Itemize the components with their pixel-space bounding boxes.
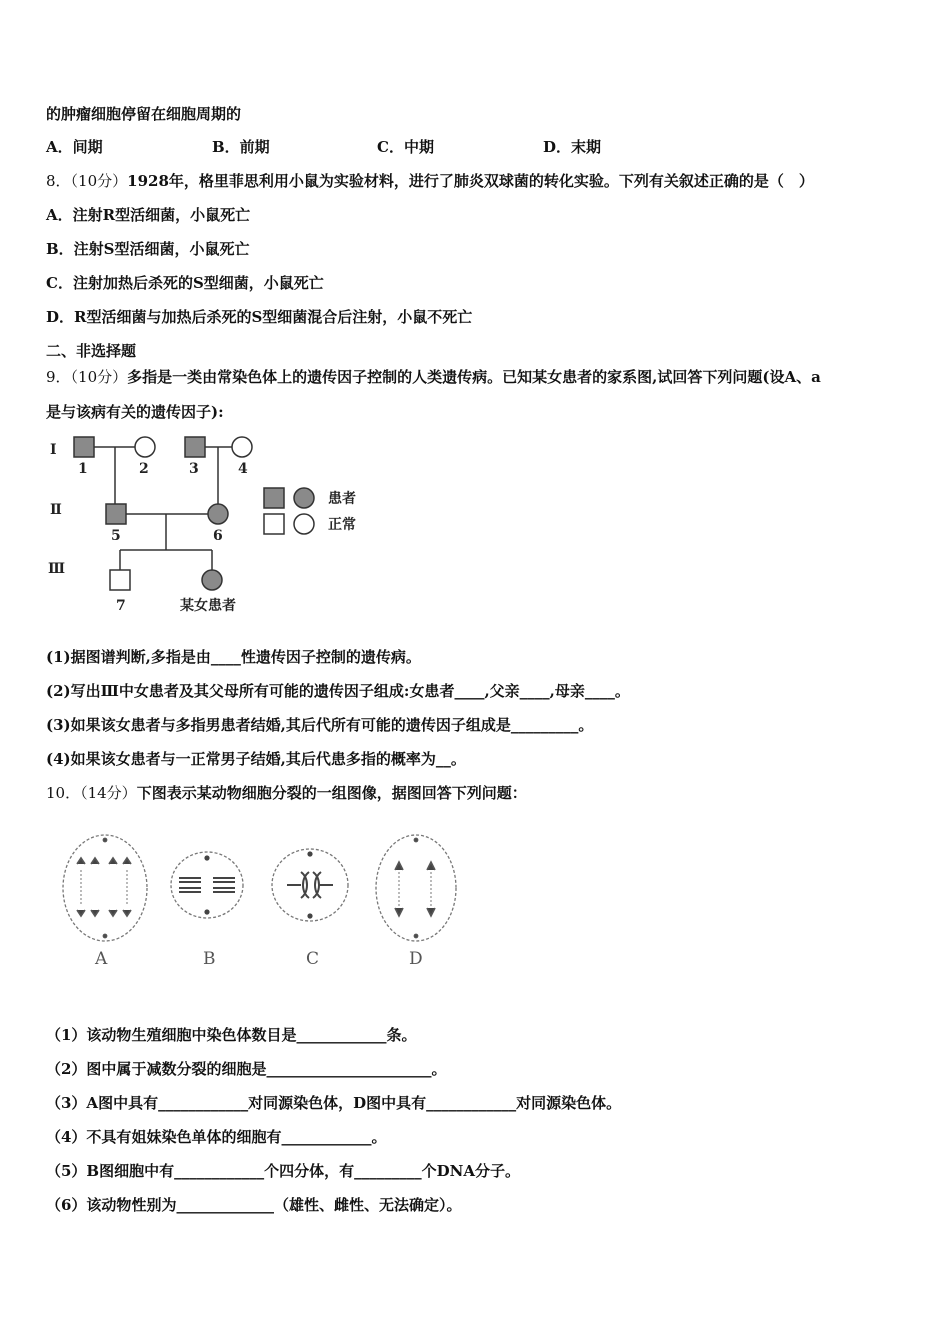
cell-a-chromosomes xyxy=(77,838,131,937)
q8-stem-text: 1928年，格里菲思利用小鼠为实验材料，进行了肺炎双球菌的转化实验。下列有关叙述正确的是（ ） xyxy=(127,172,814,190)
q9-number: 9．（10分） xyxy=(46,368,128,386)
cell-label-a: A xyxy=(95,949,108,969)
pedigree-individual-2 xyxy=(135,437,155,457)
section-heading: 二、非选择题 xyxy=(46,342,137,360)
q10-sub-4: （4）不具有姐妹染色单体的细胞有____________。 xyxy=(46,1128,387,1146)
legend-affected-label: 患者 xyxy=(328,491,356,507)
pedigree-label-2: 2 xyxy=(139,461,149,477)
q10-sub-5: （5）B图细胞中有____________个四分体，有_________个DNA分子。 xyxy=(46,1162,520,1180)
legend-affected-female xyxy=(294,488,314,508)
intro-tail: 的肿瘤细胞停留在细胞周期的 xyxy=(46,105,242,123)
q9-sub-1: (1)据图谱判断,多指是由____性遗传因子控制的遗传病。 xyxy=(46,648,421,666)
pedigree-individual-4 xyxy=(232,437,252,457)
q10-number: 10．（14分） xyxy=(46,784,137,802)
pedigree-label-patient: 某女患者 xyxy=(180,598,236,614)
cell-c-outline xyxy=(272,849,348,921)
cell-label-c: C xyxy=(306,949,320,969)
q8-number: 8．（10分） xyxy=(46,172,128,190)
cell-b-chromosomes xyxy=(179,856,235,913)
q9-sub-4: (4)如果该女患者与一正常男子结婚,其后代患多指的概率为__。 xyxy=(46,750,466,768)
cell-c-chromosomes xyxy=(287,852,333,917)
q7-option-b: B．前期 xyxy=(212,138,270,156)
q9-sub-3: (3)如果该女患者与多指男患者结婚,其后代所有可能的遗传因子组成是_________。 xyxy=(46,716,594,734)
cell-b-outline xyxy=(171,852,243,918)
q7-option-c: C．中期 xyxy=(377,138,434,156)
pedigree-female-patient xyxy=(202,570,222,590)
cell-division-figures xyxy=(55,830,475,975)
q8-stem xyxy=(46,171,814,191)
q9-stem-text: 多指是一类由常染色体上的遗传因子控制的人类遗传病。已知某女患者的家系图,试回答下列问题(设A、a xyxy=(127,368,821,386)
pedigree-individual-1 xyxy=(74,437,94,457)
q10-sub-1: （1）该动物生殖细胞中染色体数目是____________条。 xyxy=(46,1026,417,1044)
cell-d-chromosomes xyxy=(395,838,435,937)
q9-sub-2: (2)写出Ⅲ中女患者及其父母所有可能的遗传因子组成:女患者____,父亲____,母亲____。 xyxy=(46,682,630,700)
legend-normal-label: 正常 xyxy=(328,517,356,533)
pedigree-label-5: 5 xyxy=(111,528,121,544)
pedigree-chart xyxy=(44,432,374,622)
pedigree-label-3: 3 xyxy=(189,461,199,477)
q8-option-d: D．R型活细菌与加热后杀死的S型细菌混合后注射，小鼠不死亡 xyxy=(46,308,473,326)
cell-d-outline xyxy=(376,835,456,941)
q10-sub-2: （2）图中属于减数分裂的细胞是______________________。 xyxy=(46,1060,447,1078)
generation-label-3: Ⅲ xyxy=(48,561,66,577)
q9-stem-line2: 是与该病有关的遗传因子): xyxy=(46,403,224,421)
cell-a-outline xyxy=(63,835,147,941)
pedigree-individual-5 xyxy=(106,504,126,524)
pedigree-individual-3 xyxy=(185,437,205,457)
pedigree-individual-6 xyxy=(208,504,228,524)
pedigree-label-4: 4 xyxy=(238,461,248,477)
legend-normal-female xyxy=(294,514,314,534)
pedigree-label-1: 1 xyxy=(78,461,88,477)
q10-stem-text: 下图表示某动物细胞分裂的一组图像，据图回答下列问题： xyxy=(136,784,527,802)
legend-normal-male xyxy=(264,514,284,534)
cell-label-b: B xyxy=(203,949,216,969)
q8-option-a: A．注射R型活细菌，小鼠死亡 xyxy=(46,206,251,224)
q10-sub-6: （6）该动物性别为_____________（雄性、雌性、无法确定）。 xyxy=(46,1196,462,1214)
q10-stem xyxy=(46,783,527,803)
q7-option-a: A．间期 xyxy=(46,138,103,156)
q7-option-d: D．末期 xyxy=(543,138,602,156)
q9-stem-line1 xyxy=(46,367,821,387)
pedigree-label-7: 7 xyxy=(116,598,126,614)
q8-option-c: C．注射加热后杀死的S型细菌，小鼠死亡 xyxy=(46,274,324,292)
legend-affected-male xyxy=(264,488,284,508)
pedigree-individual-7 xyxy=(110,570,130,590)
generation-label-1: Ⅰ xyxy=(50,442,57,458)
generation-label-2: Ⅱ xyxy=(50,502,62,518)
q8-option-b: B．注射S型活细菌，小鼠死亡 xyxy=(46,240,250,258)
cell-label-d: D xyxy=(409,949,423,969)
q10-sub-3: （3）A图中具有____________对同源染色体，D图中具有____________对同源染色体。 xyxy=(46,1094,622,1112)
pedigree-label-6: 6 xyxy=(213,528,223,544)
